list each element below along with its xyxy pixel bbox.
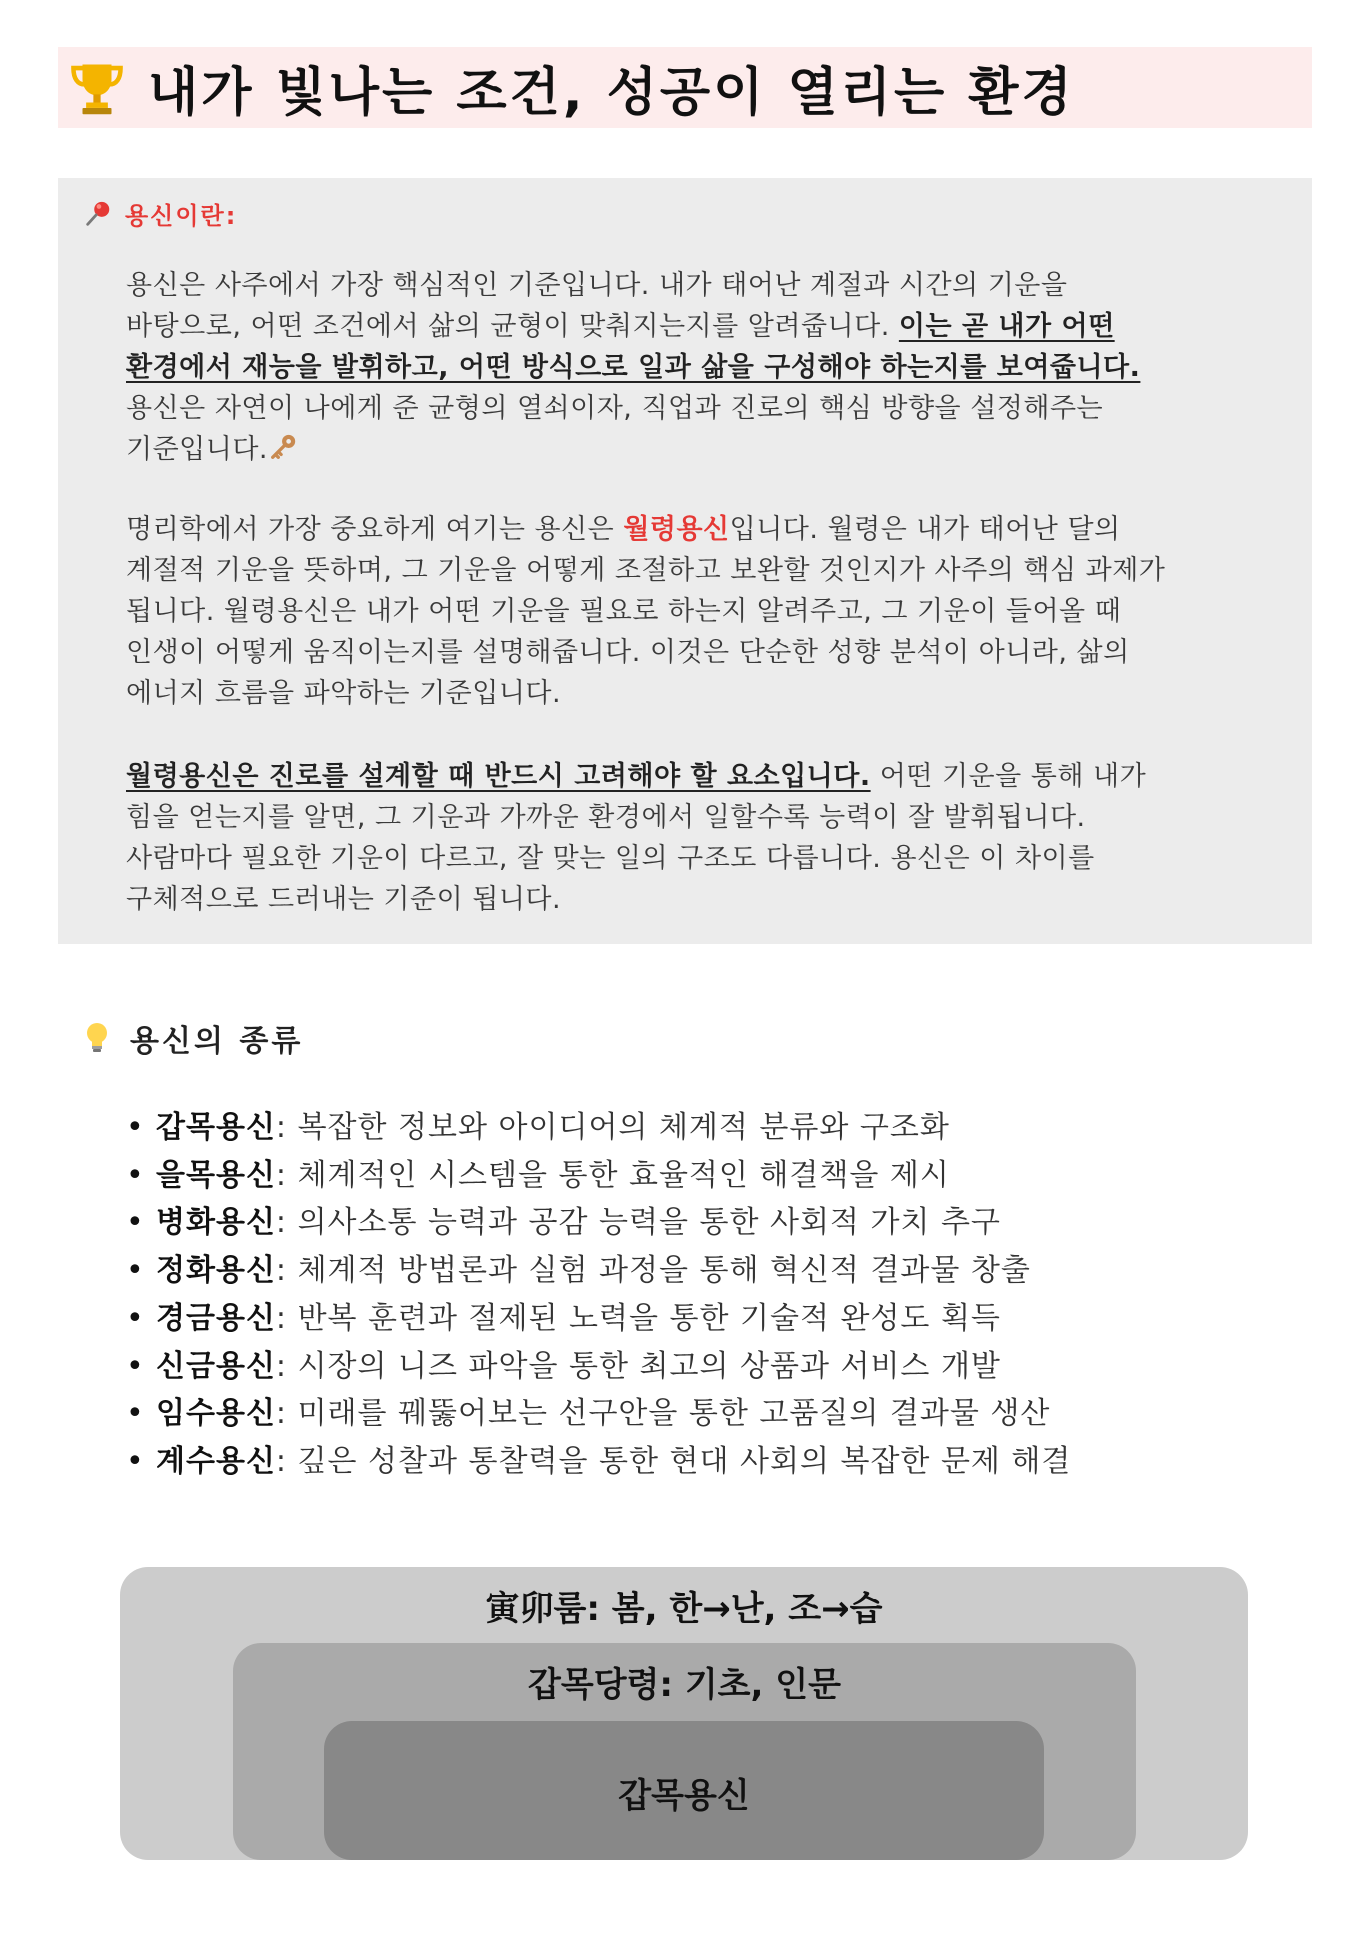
bullet: • (126, 1205, 145, 1241)
diagram-inner-box (324, 1721, 1044, 1860)
p1-line-2-text: 바탕으로, 어떤 조건에서 삶의 균형이 맞춰지는지를 알려줍니다. (126, 311, 899, 342)
list-item (126, 1247, 1276, 1295)
bullet: • (126, 1443, 145, 1479)
p2-line-3: 됩니다. 월령용신은 내가 어떤 기운을 필요로 하는지 알려주고, 그 기운이 들어올 때 (126, 596, 1122, 627)
bullet: • (126, 1110, 145, 1145)
type-name: 신금용신 (156, 1348, 276, 1384)
types-heading-label: 용신의 종류 (130, 1024, 304, 1059)
type-name: 병화용신 (156, 1205, 276, 1241)
p2-highlight: 월령용신 (623, 514, 730, 545)
type-desc: : 미래를 꿰뚫어보는 선구안을 통한 고품질의 결과물 생산 (275, 1396, 1051, 1432)
p3-line-2: 힘을 얻는지를 알면, 그 기운과 가까운 환경에서 일할수록 능력이 잘 발휘됩니다. (126, 802, 1086, 833)
list-item (126, 1199, 1276, 1247)
p1-line-1: 용신은 사주에서 가장 핵심적인 기준입니다. 내가 태어난 계절과 시간의 기운을 (126, 270, 1068, 301)
bullet: • (126, 1253, 145, 1289)
key-icon (268, 432, 298, 462)
p2-line-4: 인생이 어떻게 움직이는지를 설명해줍니다. 이것은 단순한 성향 분석이 아니라, 삶의 (126, 637, 1130, 668)
p3-line-4: 구체적으로 드러내는 기준이 됩니다. (126, 884, 562, 915)
title-banner (58, 47, 1312, 128)
type-name: 임수용신 (156, 1396, 276, 1432)
p2-line-2: 계절적 기운을 뜻하며, 그 기운을 어떻게 조절하고 보완할 것인지가 사주의 핵심 과제가 (126, 555, 1166, 586)
p3-line-1 (126, 756, 1276, 797)
type-name: 계수용신 (156, 1443, 276, 1479)
info-heading-label: 용신이란: (125, 202, 238, 230)
type-desc: : 깊은 성찰과 통찰력을 통한 현대 사회의 복잡한 문제 해결 (275, 1443, 1072, 1479)
list-item (126, 1295, 1276, 1343)
p2-line-1-rest: 입니다. 월령은 내가 태어난 달의 (729, 514, 1121, 545)
p1-line-5 (126, 429, 1276, 470)
list-item (126, 1438, 1276, 1486)
type-name: 을목용신 (156, 1157, 276, 1193)
lightbulb-icon (84, 1022, 110, 1054)
type-name: 경금용신 (156, 1300, 276, 1336)
type-desc: : 체계적 방법론과 실험 과정을 통해 혁신적 결과물 창출 (275, 1253, 1031, 1289)
p1-emphasis-1: 이는 곧 내가 어떤 (898, 311, 1115, 342)
diagram-inner-label: 갑목용신 (618, 1776, 750, 1816)
list-item (126, 1390, 1276, 1438)
paragraph-1 (126, 265, 1276, 470)
type-desc: : 복잡한 정보와 아이디어의 체계적 분류와 구조화 (275, 1110, 950, 1145)
type-desc: : 시장의 니즈 파악을 통한 최고의 상품과 서비스 개발 (275, 1348, 1001, 1384)
paragraph-3 (126, 756, 1276, 920)
p1-line-5-text: 기준입니다. (126, 434, 268, 465)
p1-line-2 (126, 306, 1276, 347)
type-name: 정화용신 (156, 1253, 276, 1289)
info-box (58, 178, 1312, 944)
list-item (126, 1104, 1276, 1152)
trophy-icon (68, 59, 126, 117)
types-heading (84, 1016, 303, 1060)
bullet: • (126, 1348, 145, 1384)
types-list (126, 1104, 1276, 1486)
p3-line-1-rest: 어떤 기운을 통해 내가 (870, 761, 1147, 792)
bullet: • (126, 1396, 145, 1432)
list-item (126, 1343, 1276, 1391)
p1-line-4: 용신은 자연이 나에게 준 균형의 열쇠이자, 직업과 진로의 핵심 방향을 설정해주는 (126, 393, 1104, 424)
p3-line-3: 사람마다 필요한 기운이 다르고, 잘 맞는 일의 구조도 다릅니다. 용신은 이 차이를 (126, 843, 1095, 874)
type-name: 갑목용신 (156, 1110, 276, 1145)
p1-emphasis-2: 환경에서 재능을 발휘하고, 어떤 방식으로 일과 삶을 구성해야 하는지를 보여줍니다. (126, 352, 1141, 383)
bullet: • (126, 1300, 145, 1336)
list-item (126, 1152, 1276, 1200)
p2-line-1-text: 명리학에서 가장 중요하게 여기는 용신은 (126, 514, 624, 545)
type-desc: : 의사소통 능력과 공감 능력을 통한 사회적 가치 추구 (275, 1205, 1001, 1241)
type-desc: : 반복 훈련과 절제된 노력을 통한 기술적 완성도 획득 (275, 1300, 1001, 1336)
bullet: • (126, 1157, 145, 1193)
p2-line-1 (126, 509, 1276, 550)
p2-line-5: 에너지 흐름을 파악하는 기준입니다. (126, 678, 562, 709)
type-desc: : 체계적인 시스템을 통한 효율적인 해결책을 제시 (275, 1157, 950, 1193)
diagram-outer-label: 寅卯룸: 봄, 한→난, 조→습 (485, 1589, 883, 1629)
pushpin-icon (83, 199, 113, 229)
paragraph-2 (126, 509, 1276, 714)
diagram-middle-label: 갑목당령: 기초, 인문 (528, 1665, 841, 1705)
info-heading (83, 196, 237, 231)
p3-emphasis: 월령용신은 진로를 설계할 때 반드시 고려해야 할 요소입니다. (126, 761, 871, 792)
page-title: 내가 빛나는 조건, 성공이 열리는 환경 (148, 63, 1075, 123)
